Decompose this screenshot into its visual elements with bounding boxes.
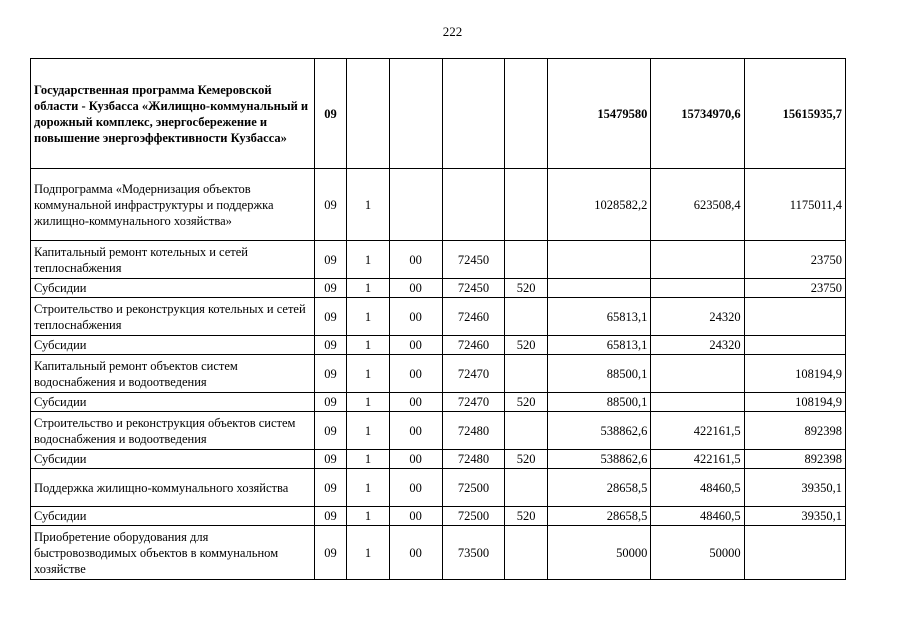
subprogram-code-cell: 1 — [347, 469, 390, 507]
expense-type-cell — [505, 59, 548, 169]
expense-code-cell: 72500 — [442, 507, 505, 526]
amount-year3-cell — [744, 336, 845, 355]
row-name-cell: Капитальный ремонт объектов систем водоснабжения и водоотведения — [31, 355, 315, 393]
section-code-cell: 09 — [314, 450, 346, 469]
direction-code-cell — [389, 59, 442, 169]
section-code-cell: 09 — [314, 279, 346, 298]
section-code-cell: 09 — [314, 298, 346, 336]
subprogram-code-cell: 1 — [347, 336, 390, 355]
subprogram-code-cell: 1 — [347, 450, 390, 469]
amount-year2-cell: 24320 — [651, 336, 744, 355]
amount-year1-cell — [547, 279, 650, 298]
amount-year1-cell: 88500,1 — [547, 393, 650, 412]
amount-year1-cell: 65813,1 — [547, 336, 650, 355]
amount-year2-cell — [651, 393, 744, 412]
expense-type-cell: 520 — [505, 393, 548, 412]
subprogram-code-cell: 1 — [347, 279, 390, 298]
table-row — [31, 469, 846, 507]
subprogram-code-cell — [347, 59, 390, 169]
table-row — [31, 450, 846, 469]
section-code-cell: 09 — [314, 336, 346, 355]
expense-code-cell: 73500 — [442, 526, 505, 580]
section-code-cell: 09 — [314, 526, 346, 580]
expense-code-cell — [442, 59, 505, 169]
direction-code-cell: 00 — [389, 241, 442, 279]
table-row — [31, 355, 846, 393]
amount-year2-cell — [651, 279, 744, 298]
subprogram-code-cell: 1 — [347, 355, 390, 393]
subprogram-code-cell: 1 — [347, 412, 390, 450]
subprogram-row — [31, 169, 846, 241]
section-code-cell: 09 — [314, 469, 346, 507]
amount-year3-cell: 108194,9 — [744, 355, 845, 393]
expense-code-cell — [442, 169, 505, 241]
row-name-cell: Подпрограмма «Модернизация объектов коммунальной инфраструктуры и поддержка жилищно-коммунального хозяйства» — [31, 169, 315, 241]
direction-code-cell — [389, 169, 442, 241]
amount-year3-cell — [744, 526, 845, 580]
subprogram-code-cell: 1 — [347, 393, 390, 412]
direction-code-cell: 00 — [389, 393, 442, 412]
amount-year1-cell: 28658,5 — [547, 507, 650, 526]
section-code-cell: 09 — [314, 507, 346, 526]
expense-type-cell: 520 — [505, 279, 548, 298]
section-code-cell: 09 — [314, 355, 346, 393]
amount-year3-cell: 39350,1 — [744, 507, 845, 526]
amount-year2-cell — [651, 241, 744, 279]
table-row — [31, 241, 846, 279]
subprogram-code-cell: 1 — [347, 298, 390, 336]
expense-type-cell — [505, 412, 548, 450]
table-body — [31, 59, 846, 580]
row-name-cell: Капитальный ремонт котельных и сетей теплоснабжения — [31, 241, 315, 279]
table-row — [31, 507, 846, 526]
table-row — [31, 393, 846, 412]
direction-code-cell: 00 — [389, 507, 442, 526]
table-row — [31, 298, 846, 336]
amount-year1-cell: 1028582,2 — [547, 169, 650, 241]
direction-code-cell: 00 — [389, 298, 442, 336]
expense-type-cell — [505, 355, 548, 393]
subprogram-code-cell: 1 — [347, 526, 390, 580]
amount-year2-cell: 48460,5 — [651, 469, 744, 507]
amount-year3-cell: 892398 — [744, 412, 845, 450]
row-name-cell: Субсидии — [31, 450, 315, 469]
row-name-cell: Субсидии — [31, 393, 315, 412]
section-code-cell: 09 — [314, 241, 346, 279]
expense-type-cell: 520 — [505, 450, 548, 469]
expense-code-cell: 72480 — [442, 450, 505, 469]
direction-code-cell: 00 — [389, 355, 442, 393]
expense-code-cell: 72500 — [442, 469, 505, 507]
expense-type-cell — [505, 169, 548, 241]
row-name-cell: Поддержка жилищно-коммунального хозяйства — [31, 469, 315, 507]
expense-type-cell: 520 — [505, 507, 548, 526]
amount-year3-cell: 1175011,4 — [744, 169, 845, 241]
amount-year2-cell: 24320 — [651, 298, 744, 336]
expense-code-cell: 72450 — [442, 279, 505, 298]
expense-code-cell: 72450 — [442, 241, 505, 279]
amount-year3-cell: 23750 — [744, 241, 845, 279]
subprogram-code-cell: 1 — [347, 507, 390, 526]
amount-year2-cell — [651, 355, 744, 393]
amount-year3-cell: 39350,1 — [744, 469, 845, 507]
amount-year2-cell: 50000 — [651, 526, 744, 580]
row-name-cell: Государственная программа Кемеровской области - Кузбасса «Жилищно-коммунальный и дорожный комплекс, энергосбережение и повышение энергоэффективности Кузбасса» — [31, 59, 315, 169]
expense-type-cell: 520 — [505, 336, 548, 355]
expense-type-cell — [505, 469, 548, 507]
amount-year2-cell: 623508,4 — [651, 169, 744, 241]
direction-code-cell: 00 — [389, 336, 442, 355]
expense-code-cell: 72460 — [442, 336, 505, 355]
page-number: 222 — [442, 24, 463, 39]
expense-code-cell: 72460 — [442, 298, 505, 336]
section-code-cell: 09 — [314, 169, 346, 241]
budget-table — [30, 58, 846, 580]
amount-year1-cell: 88500,1 — [547, 355, 650, 393]
direction-code-cell: 00 — [389, 279, 442, 298]
amount-year3-cell: 15615935,7 — [744, 59, 845, 169]
amount-year2-cell: 48460,5 — [651, 507, 744, 526]
amount-year1-cell — [547, 241, 650, 279]
section-code-cell: 09 — [314, 412, 346, 450]
table-row — [31, 279, 846, 298]
table-row — [31, 526, 846, 580]
row-name-cell: Строительство и реконструкция котельных и сетей теплоснабжения — [31, 298, 315, 336]
amount-year1-cell: 538862,6 — [547, 412, 650, 450]
section-code-cell: 09 — [314, 59, 346, 169]
amount-year2-cell: 422161,5 — [651, 412, 744, 450]
expense-code-cell: 72470 — [442, 355, 505, 393]
amount-year3-cell: 23750 — [744, 279, 845, 298]
amount-year1-cell: 65813,1 — [547, 298, 650, 336]
direction-code-cell: 00 — [389, 450, 442, 469]
expense-code-cell: 72480 — [442, 412, 505, 450]
amount-year1-cell: 15479580 — [547, 59, 650, 169]
row-name-cell: Приобретение оборудования для быстровозводимых объектов в коммунальном хозяйстве — [31, 526, 315, 580]
direction-code-cell: 00 — [389, 469, 442, 507]
amount-year3-cell — [744, 298, 845, 336]
expense-type-cell — [505, 526, 548, 580]
program-row — [31, 59, 846, 169]
subprogram-code-cell: 1 — [347, 169, 390, 241]
table-row — [31, 412, 846, 450]
amount-year2-cell: 422161,5 — [651, 450, 744, 469]
amount-year3-cell: 108194,9 — [744, 393, 845, 412]
amount-year3-cell: 892398 — [744, 450, 845, 469]
expense-type-cell — [505, 241, 548, 279]
row-name-cell: Субсидии — [31, 336, 315, 355]
expense-code-cell: 72470 — [442, 393, 505, 412]
direction-code-cell: 00 — [389, 526, 442, 580]
row-name-cell: Субсидии — [31, 279, 315, 298]
amount-year1-cell: 50000 — [547, 526, 650, 580]
amount-year1-cell: 28658,5 — [547, 469, 650, 507]
section-code-cell: 09 — [314, 393, 346, 412]
subprogram-code-cell: 1 — [347, 241, 390, 279]
direction-code-cell: 00 — [389, 412, 442, 450]
row-name-cell: Строительство и реконструкция объектов систем водоснабжения и водоотведения — [31, 412, 315, 450]
amount-year1-cell: 538862,6 — [547, 450, 650, 469]
row-name-cell: Субсидии — [31, 507, 315, 526]
table-row — [31, 336, 846, 355]
expense-type-cell — [505, 298, 548, 336]
amount-year2-cell: 15734970,6 — [651, 59, 744, 169]
